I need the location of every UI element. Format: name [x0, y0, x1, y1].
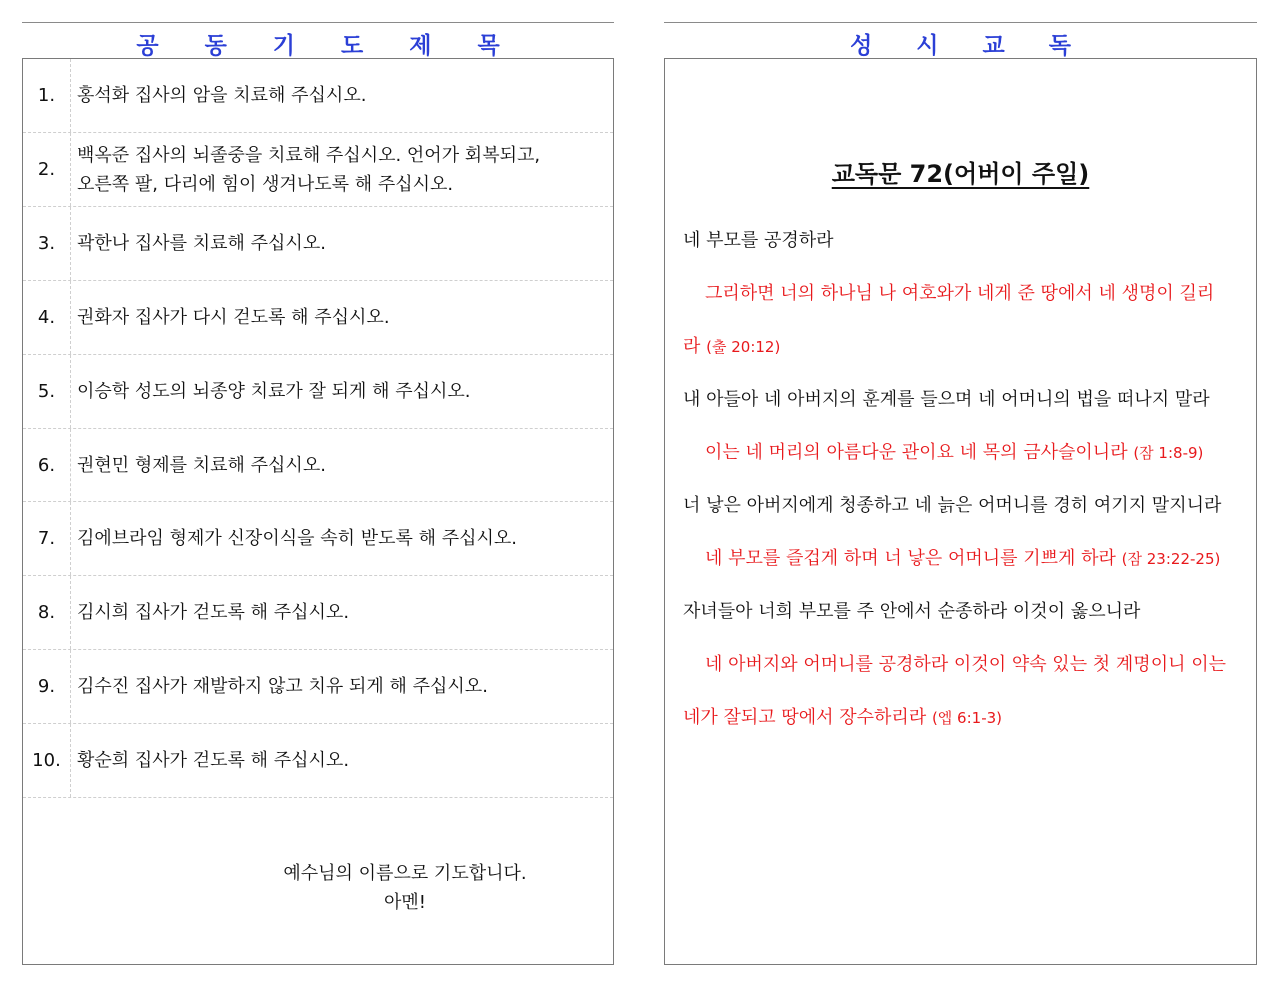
leader-line [683, 479, 1248, 532]
reading-header [664, 22, 1257, 57]
closing-line: 예수님의 이름으로 기도합니다. [283, 863, 527, 884]
prayer-title-char: 목 [477, 33, 500, 59]
prayer-item [23, 355, 613, 429]
line-text: 네 부모를 즐겁게 하며 너 낳은 어머니를 기쁘게 하라 [705, 548, 1122, 569]
prayer-item [23, 576, 613, 650]
line-text: 너 낳은 아버지에게 청종하고 네 늙은 어머니를 경히 여기지 말지니라 [683, 495, 1222, 516]
scripture-ref: (엡 6:1-3) [931, 709, 1002, 727]
reading-heading: 교독문 72(어버이 주일) [831, 160, 1090, 188]
prayer-title-char: 도 [341, 33, 364, 59]
line-text: 그리하면 너의 하나님 나 여호와가 네게 준 땅에서 네 생명이 길리 [705, 283, 1215, 304]
prayer-text: 권현민 형제를 치료해 주십시오. [77, 454, 326, 476]
prayer-header [22, 22, 614, 57]
prayer-list [23, 59, 613, 798]
prayer-text: 곽한나 집사를 치료해 주십시오. [77, 233, 326, 254]
prayer-text: 김수진 집사가 재발하지 않고 치유 되게 해 주십시오. [77, 676, 488, 697]
line-text: 내 아들아 네 아버지의 훈계를 들으며 네 어머니의 법을 떠나지 말라 [683, 389, 1210, 410]
prayer-number: 2. [23, 133, 71, 206]
prayer-number: 8. [23, 576, 71, 649]
reading-title [664, 27, 1257, 60]
leader-line [683, 373, 1248, 426]
prayer-text: 백옥준 집사의 뇌졸중을 치료해 주십시오. 언어가 회복되고, 오른쪽 팔, 다리에 힘이 생겨나도록 해 주십시오. [77, 144, 541, 195]
reading-title-char: 교 [982, 33, 1005, 59]
scripture-ref: (잠 1:8-9) [1133, 444, 1204, 462]
prayer-number: 10. [23, 724, 71, 797]
response-line [683, 691, 1248, 744]
prayer-title [22, 27, 614, 60]
reading-title-char: 독 [1048, 33, 1071, 59]
leader-line [683, 585, 1248, 638]
leader-line [683, 214, 1248, 267]
prayer-number: 1. [23, 59, 71, 132]
amen-line: 아멘! [384, 892, 426, 913]
line-text: 이는 네 머리의 아름다운 관이요 네 목의 금사슬이니라 [705, 442, 1134, 463]
prayer-text: 김에브라임 형제가 신장이식을 속히 받도록 해 주십시오. [77, 528, 517, 549]
prayer-item [23, 429, 613, 502]
prayer-number: 5. [23, 355, 71, 428]
prayer-text: 황순희 집사가 걷도록 해 주십시오. [77, 750, 350, 771]
response-line [683, 638, 1248, 691]
prayer-item [23, 650, 613, 724]
prayer-title-char: 제 [409, 33, 432, 59]
response-line [683, 426, 1248, 479]
line-text: 네가 잘되고 땅에서 장수하리라 [683, 707, 932, 728]
prayer-item [23, 502, 613, 576]
prayer-number: 7. [23, 502, 71, 575]
prayer-number: 3. [23, 207, 71, 280]
reading-title-char: 성 [850, 33, 873, 59]
prayer-item [23, 724, 613, 798]
prayer-number: 6. [23, 429, 71, 501]
prayer-item [23, 133, 613, 207]
line-text: 네 부모를 공경하라 [683, 230, 834, 251]
response-line [683, 320, 1248, 373]
prayer-box [22, 58, 614, 965]
prayer-number: 9. [23, 650, 71, 723]
prayer-closing [275, 859, 535, 917]
prayer-text: 이승학 성도의 뇌종양 치료가 잘 되게 해 주십시오. [77, 381, 471, 402]
prayer-text: 김시희 집사가 걷도록 해 주십시오. [77, 602, 350, 623]
response-line [683, 532, 1248, 585]
scripture-ref: (출 20:12) [706, 338, 781, 356]
line-text: 자녀들아 너희 부모를 주 안에서 순종하라 이것이 옳으니라 [683, 601, 1141, 622]
prayer-text: 홍석화 집사의 암을 치료해 주십시오. [77, 85, 367, 106]
scripture-ref: (잠 23:22-25) [1121, 550, 1221, 568]
reading-title-char: 시 [916, 33, 939, 59]
prayer-title-char: 동 [204, 33, 227, 59]
prayer-title-char: 기 [272, 33, 295, 59]
reading-box [664, 58, 1257, 965]
prayer-title-char: 공 [136, 33, 159, 59]
prayer-item [23, 281, 613, 355]
prayer-text: 권화자 집사가 다시 걷도록 해 주십시오. [77, 307, 390, 328]
prayer-item [23, 207, 613, 281]
prayer-number: 4. [23, 281, 71, 354]
response-line [683, 267, 1248, 320]
reading-lines [683, 214, 1248, 744]
line-text: 라 [683, 336, 707, 357]
line-text: 네 아버지와 어머니를 공경하라 이것이 약속 있는 첫 계명이니 이는 [705, 654, 1226, 675]
prayer-item [23, 59, 613, 133]
